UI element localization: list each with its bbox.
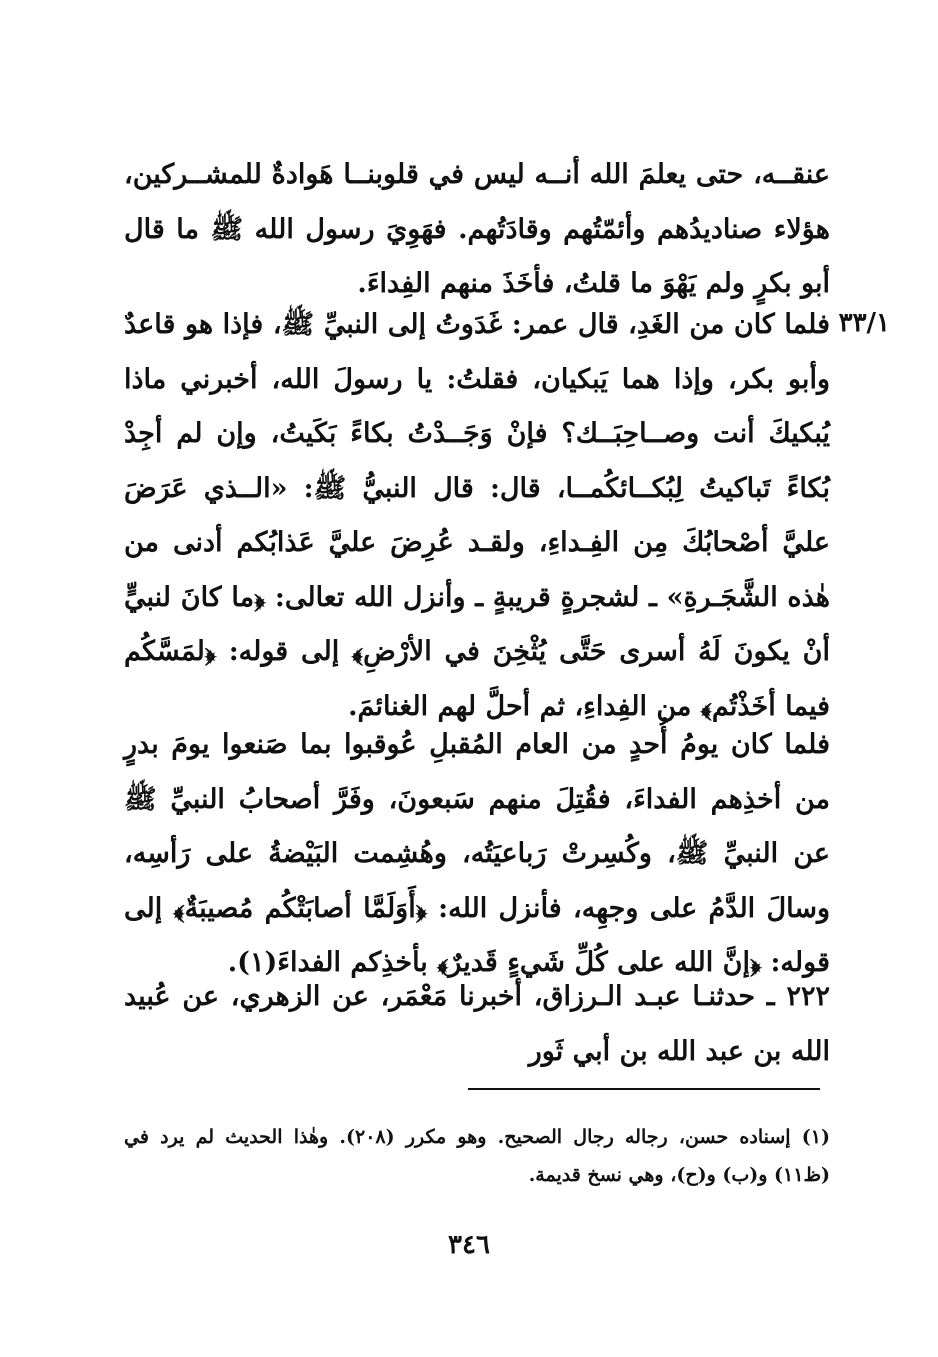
- footnote: (١) إسناده حسن، رجاله رجال الصحيح. وهو مكرر (٢٠٨). وهٰذا الحديث لم يرد في (ظ١١) و(ب) و(ح)، وهي نسخ قديمة.: [124, 1126, 830, 1186]
- paragraph-continuation: عنقــه، حتى يعلمَ الله أنــه ليس في قلوبنــا هَوادةٌ للمشــركين، هؤلاء صناديدُهم وأئمّتُهم وقادَتُهم. فهَوِيَ رسول الله ﷺ ما قال أبو بكرٍ ولم يَهْوَ ما قلتُ، فأخَذَ منهم الفِداءَ.: [124, 159, 830, 299]
- paragraph-hadith-222: ٢٢٢ ـ حدثنـا عبـد الـرزاق، أخبرنا مَعْمَر، عن الزهري، عن عُبيد الله بن عبد الله بن أبي ثَور: [124, 981, 830, 1067]
- page-number: ٣٤٦: [448, 1230, 490, 1260]
- paragraph-uhud: فلما كان يومُ أُحدٍ من العام المُقبلِ عُوقبوا بما صَنعوا يومَ بدرٍ من أخذِهم الفداءَ، فقُتِلَ منهم سَبعونَ، وفَرَّ أصحابُ النبيِّ ﷺ عن النبيِّ ﷺ، وكُسِرتْ رَباعيَتُه، وهُشِمت البَيْضةُ على رَأسِه، وسالَ الدَّمُ على وجهِه، فأنزل الله: ﴿أَوَلَمَّا أصابَتْكُم مُصيبَةٌ﴾ إلى قوله: ﴿إنَّ الله على كُلِّ شَيءٍ قَديرٌ﴾ بأخذِكم الفداءَ(١).: [124, 729, 830, 978]
- footnote-separator: [468, 1088, 820, 1090]
- paragraph-umar-narration: فلما كان من الغَدِ، قال عمر: غَدَوتُ إلى النبيِّ ﷺ، فإذا هو قاعدٌ وأبو بكر، وإذا هما يَبكيان، فقلتُ: يا رسولَ الله، أخبرني ماذا يُبكيكَ أنت وصــاحِبَــك؟ فإنْ وَجَــدْتُ بكاءً بَكَيتُ، وإن لم أجِدْ بُكاءً تَباكيتُ لِبُكــائكُمــا، قال: قال النبيُّ ﷺ: «الــذي عَرَضَ عليَّ أصْحابُكَ مِن الفِـداءِ، ولقـد عُرِضَ عليَّ عَذابُكم أدنى من هٰذه الشَّجَـرةِ» ـ لشجرةٍ قريبةٍ ـ وأنزل الله تعالى: ﴿ما كانَ لنبيٍّ أنْ يكونَ لَهُ أسرى حَتَّى يُثْخِنَ في الأرْضِ﴾ إلى قوله: ﴿لمَسَّكُم فيما أخَذْتُم﴾ من الفِداءِ، ثم أحلَّ لهم الغنائمَ.: [124, 309, 830, 722]
- marginal-reference: ٣٣/١: [838, 308, 890, 338]
